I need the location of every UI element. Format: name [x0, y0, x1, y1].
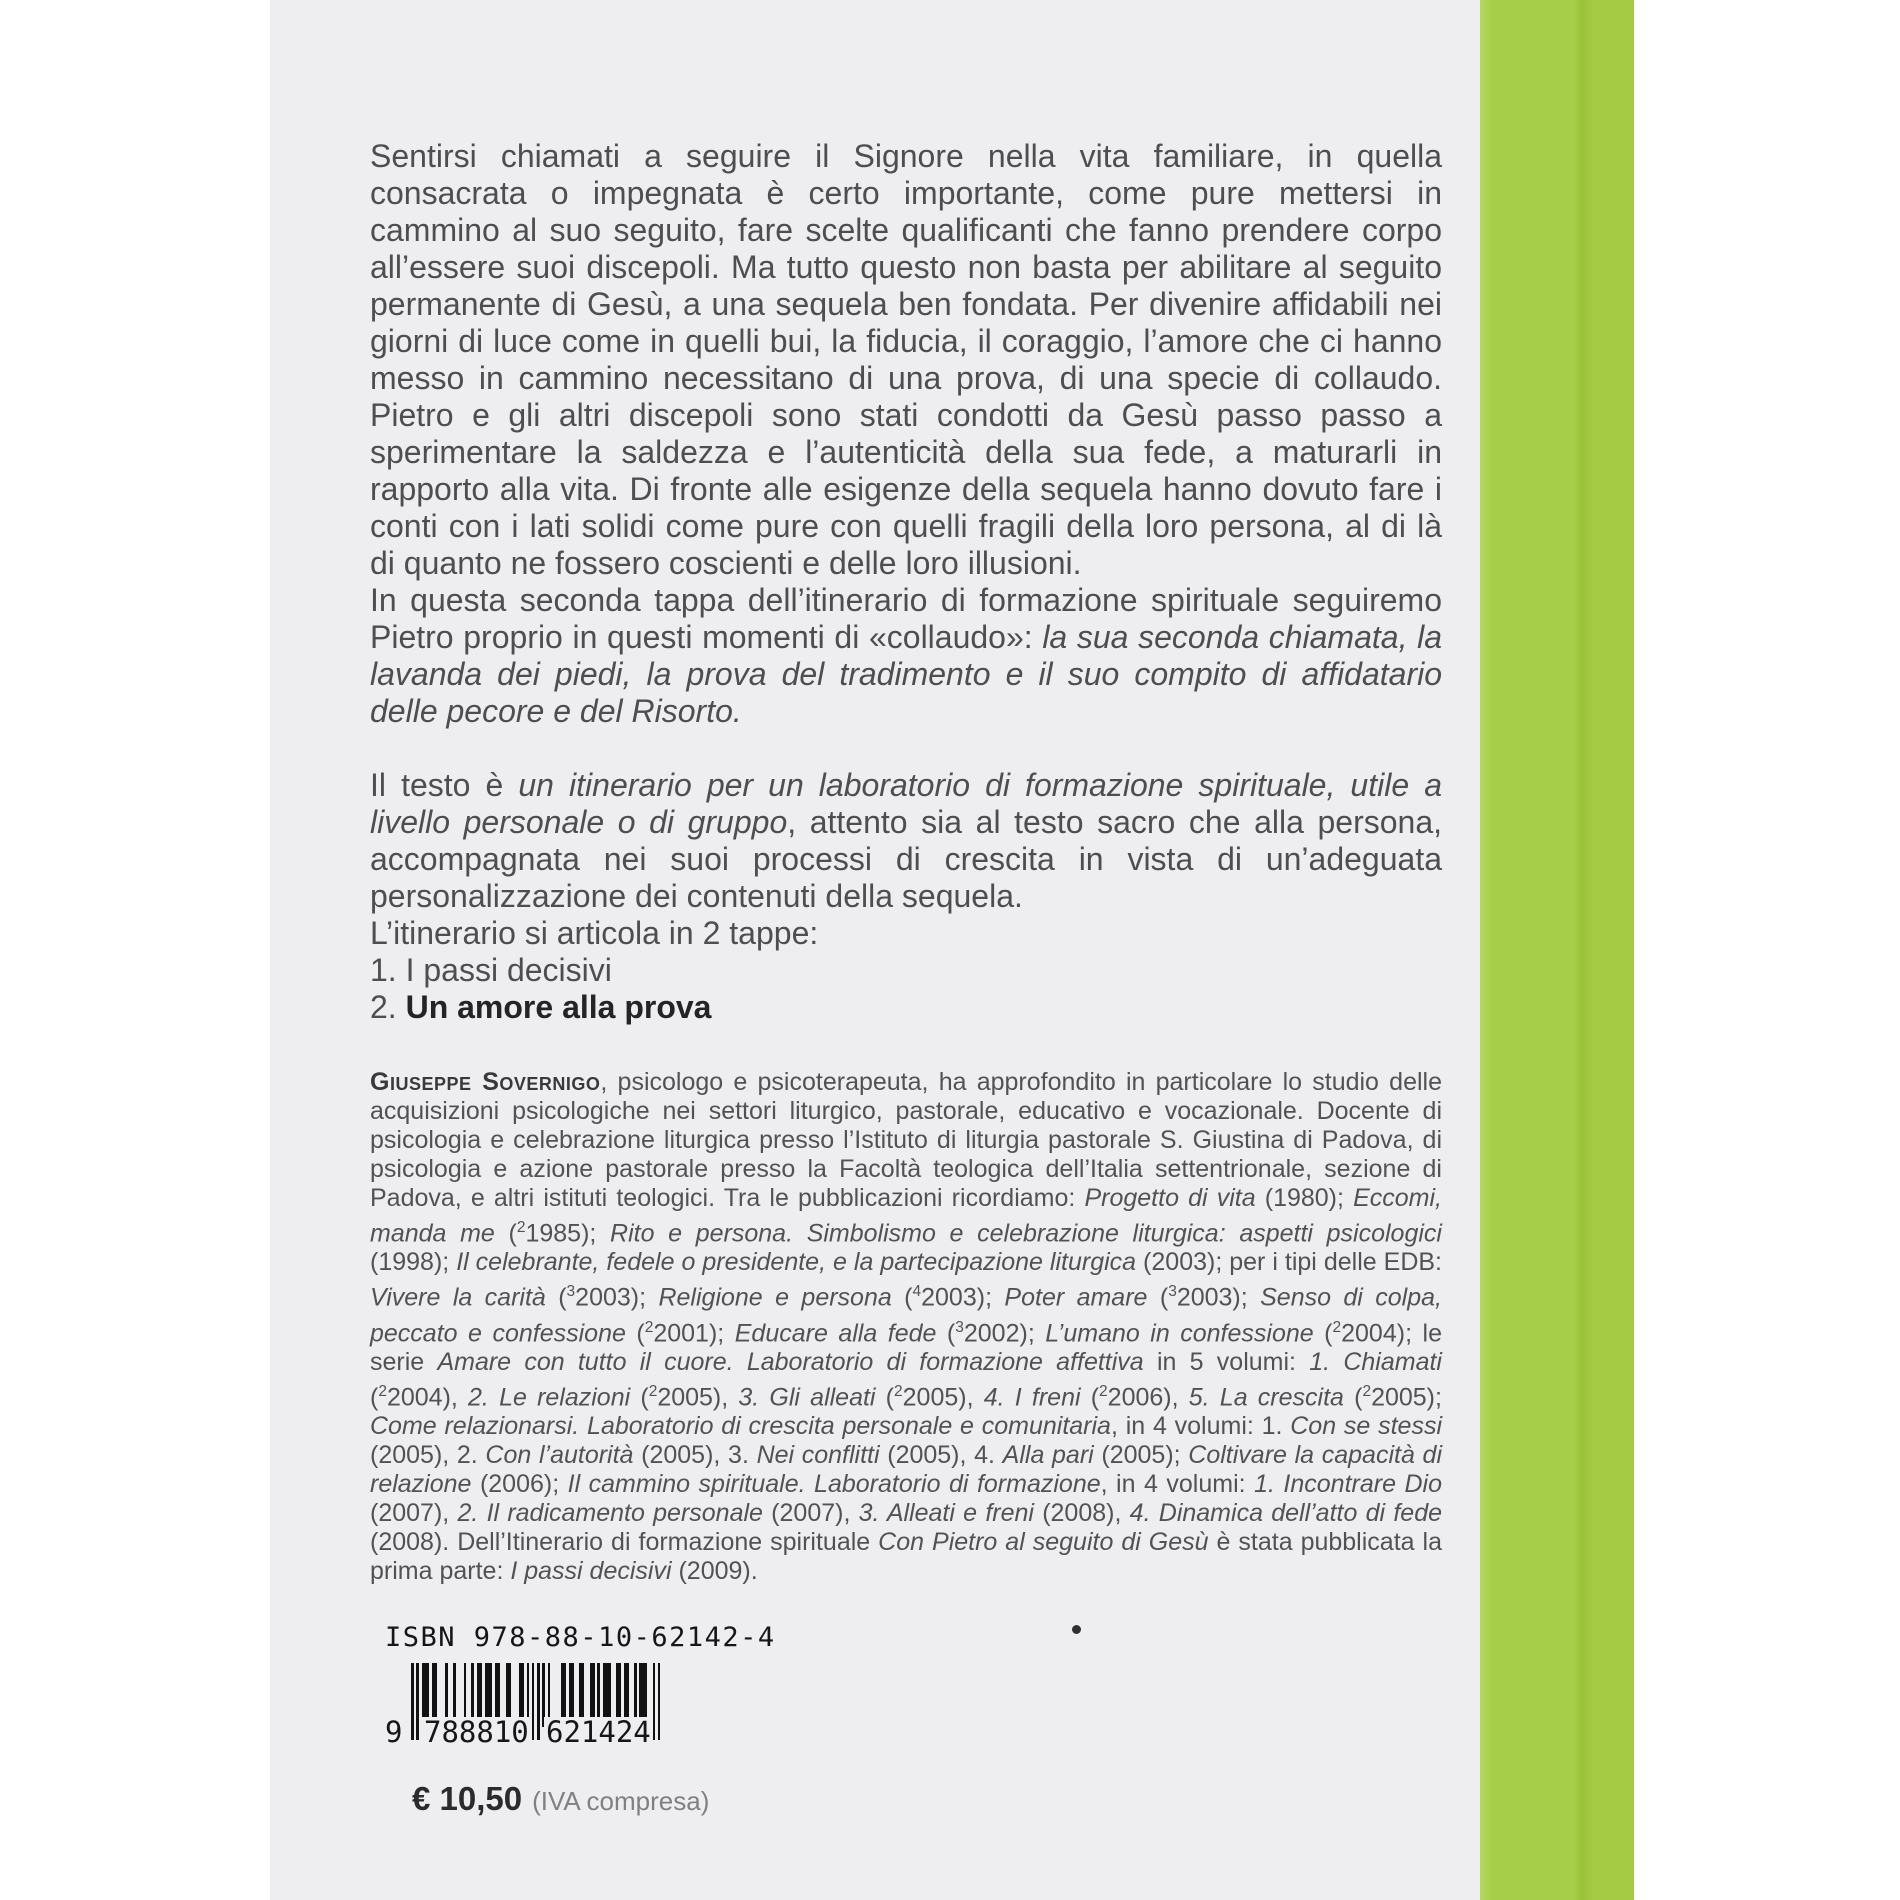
text-run: , attento sia al testo sacro che alla persona, accompagnata nei suoi processi di crescita in vista di un’adeguata personalizzazione dei contenuti della sequela. [370, 804, 1443, 914]
text-run: (2006); [471, 1470, 568, 1499]
text-run: Nei conflitti [756, 1441, 880, 1470]
text-run: 2 [894, 1382, 903, 1400]
text-run: 2003); [921, 1283, 1005, 1312]
text-run: 2 [516, 1219, 526, 1236]
itinerary-item-2-title: Un amore alla prova [405, 989, 712, 1025]
text-run: Religione e persona [658, 1283, 892, 1312]
text-run: 2005), [657, 1383, 739, 1412]
text-run: Educare alla fede [734, 1318, 937, 1347]
text-run: ( [1147, 1283, 1169, 1312]
text-run: Il testo è [370, 767, 519, 803]
text-run: un itinerario per un laboratorio di formazione spirituale, utile a livello personale o di gruppo [370, 767, 1442, 840]
price-vat-note: (IVA compresa) [532, 1786, 710, 1816]
text-run: 3 [955, 1318, 964, 1336]
text-run: ( [1343, 1383, 1363, 1412]
text-run: (1980); [1255, 1184, 1354, 1212]
itinerary-intro: L’itinerario si articola in 2 tappe: [370, 915, 819, 951]
text-run: Poter amare [1004, 1283, 1148, 1312]
text-run: ( [625, 1318, 645, 1347]
text-run: 4 [912, 1283, 922, 1301]
price-row [412, 1780, 709, 1818]
text-run: 2005), [902, 1383, 984, 1412]
ean-digit-first: 9 [385, 1715, 403, 1749]
text-run: 3. Alleati e freni [858, 1499, 1034, 1528]
text-run: (2007), [762, 1499, 859, 1528]
text-run: 3 [566, 1283, 576, 1301]
text-run: ( [630, 1383, 649, 1412]
text-run: (2003); per i tipi delle EDB: [1136, 1248, 1442, 1277]
text-run: (2007), [370, 1499, 458, 1528]
text-run: Amare con tutto il cuore. Laboratorio di formazione affettiva [437, 1347, 1144, 1376]
text-run: , in 4 volumi: [1100, 1470, 1255, 1499]
text-run: 4. I freni [983, 1383, 1081, 1412]
text-run: (2009). [671, 1557, 758, 1586]
text-run: Il celebrante, fedele o presidente, e la partecipazione liturgica [456, 1248, 1137, 1277]
text-run: 2003); [1176, 1283, 1261, 1312]
text-run: L’umano in confessione [1045, 1318, 1314, 1347]
text-run: 2005); [1371, 1383, 1442, 1412]
isbn-block [385, 1622, 776, 1759]
text-run: 5. La crescita [1188, 1383, 1344, 1412]
text-run: la sua seconda chiamata, la lavanda dei piedi, la prova del tradimento e il suo compito di affidatario delle pecore e del Risorto. [370, 619, 1443, 729]
text-run: (2005), 2. [370, 1441, 486, 1470]
text-run: Con l’autorità [485, 1441, 634, 1470]
print-dot [1072, 1625, 1081, 1634]
text-run: Coltivare la capacità di relazione [370, 1441, 1443, 1499]
text-run: Progetto di vita [1084, 1184, 1256, 1212]
text-run: Alla pari [1002, 1441, 1094, 1470]
text-run: Rito e persona. Simbolismo e celebrazione liturgica: aspetti psicologici [610, 1219, 1442, 1248]
text-run: 2 [1332, 1318, 1342, 1336]
itinerary-item-1 [370, 952, 1442, 989]
text-run: 2002); [963, 1318, 1046, 1347]
text-run: 2. Il radicamento personale [457, 1499, 763, 1528]
text-run: 2004); le serie [370, 1318, 1442, 1376]
text-run: (1998); [370, 1248, 457, 1277]
text-run: In questa seconda tappa dell’itinerario di formazione spirituale seguiremo Pietro proprio in questi momenti di «collaudo»: [370, 582, 1442, 655]
text-run: Vivere la carità [370, 1283, 546, 1312]
text-run: ( [494, 1219, 517, 1248]
ean-digits-left: 788810 [424, 1715, 529, 1749]
text-run: Come relazionarsi. Laboratorio di crescita personale e comunitaria [370, 1412, 1111, 1441]
synopsis-paragraph-1 [370, 138, 1442, 582]
back-cover-text-column [370, 138, 1442, 1586]
synopsis-paragraph-2 [370, 582, 1442, 730]
text-run: 2003); [575, 1283, 659, 1312]
text-run: , psicologo e psicoterapeuta, ha approfondito in particolare lo studio delle acquisizioni psicologiche nei settori liturgico, pastorale, educativo e vocazionale. Docente di psicologia e celebrazione liturgica presso l’Istituto di liturgia pastorale S. Giustina di Padova, di psicologia e azione pastorale presso la Facoltà teologica dell’Italia settentrionale, sezione di Padova, e altri istituti teologici. Tra le pubblicazioni ricordiamo: [370, 1068, 1442, 1212]
text-run: 2004), [386, 1383, 469, 1412]
price: € 10,50 [412, 1780, 523, 1817]
text-run: 2 [1099, 1382, 1108, 1400]
text-run: ( [936, 1318, 956, 1347]
text-run: ( [545, 1283, 567, 1312]
text-run: 4. Dinamica dell’atto di fede [1129, 1499, 1442, 1528]
text-run: Eccomi, manda me [370, 1184, 1442, 1248]
text-run: 3 [1168, 1283, 1177, 1301]
itinerary-item-1-number: 1. [370, 952, 406, 988]
text-run: Senso di colpa, peccato e confessione [370, 1283, 1442, 1347]
text-run: 2 [378, 1382, 387, 1400]
text-run: ( [1080, 1383, 1100, 1412]
itinerary-item-2-number: 2. [370, 989, 406, 1025]
back-cover [270, 0, 1480, 1900]
itinerary-item-2 [370, 989, 1442, 1026]
ean-digits-right: 621424 [546, 1715, 651, 1749]
text-run: 2 [648, 1382, 658, 1400]
text-run: Sentirsi chiamati a seguire il Signore nella vita familiare, in quella consacrata o impegnata è certo importante, come pure mettersi in cammino al suo seguito, fare scelte qualificanti che fanno prendere corpo all’essere suoi discepoli. Ma tutto questo non basta per abilitare al seguito permanente di Gesù, a una sequela ben fondata. Per divenire affidabili nei giorni di luce come in quelli bui, la fiducia, il coraggio, l’amore che ci hanno messo in cammino necessitano di una prova, di una specie di collaudo. Pietro e gli altri discepoli sono stati condotti da Gesù passo passo a sperimentare la saldezza e l’autenticità della sua fede, a maturarli in rapporto alla vita. Di fronte alle esigenze della sequela hanno dovuto fare i conti con i lati solidi come pure con quelli fragili della loro persona, al di là di quanto ne fossero coscienti e delle loro illusioni. [370, 138, 1442, 581]
text-run: (2005); [1093, 1441, 1189, 1470]
text-run: 1. Incontrare Dio [1254, 1470, 1442, 1499]
text-run: , in 4 volumi: 1. [1110, 1412, 1291, 1441]
text-run: in 5 volumi: [1143, 1347, 1310, 1376]
text-run: Con se stessi [1290, 1412, 1442, 1441]
text-run: 1985); [525, 1219, 611, 1248]
itinerary-item-1-title: I passi decisivi [405, 952, 612, 988]
text-run: Giuseppe Sovernigo [370, 1068, 601, 1096]
text-run: ( [1313, 1318, 1333, 1347]
text-run: I passi decisivi [510, 1557, 672, 1586]
text-run: 2. Le relazioni [468, 1383, 631, 1412]
text-run: (2005), 3. [633, 1441, 757, 1470]
text-run: 2 [1362, 1382, 1372, 1400]
text-run: 1. Chiamati [1309, 1347, 1442, 1376]
text-run: 2006), [1107, 1383, 1189, 1412]
text-run: Il cammino spirituale. Laboratorio di formazione [567, 1470, 1101, 1499]
barcode-module [658, 1663, 661, 1740]
text-run: (2008), [1033, 1499, 1130, 1528]
ean-barcode [385, 1663, 663, 1759]
spine-green [1480, 0, 1634, 1900]
text-run: è stata pubblicata la prima parte: [370, 1528, 1442, 1586]
text-run: Con Pietro al seguito di Gesù [878, 1528, 1209, 1557]
text-run: 2001); [653, 1318, 735, 1347]
isbn-label: ISBN 978-88-10-62142-4 [385, 1622, 776, 1653]
text-run: ( [875, 1383, 895, 1412]
text-run: 3. Gli alleati [738, 1383, 876, 1412]
text-run: (2008). Dell’Itinerario di formazione spirituale [370, 1528, 879, 1557]
text-run: 2 [644, 1318, 654, 1336]
text-run: (2005), 4. [879, 1441, 1003, 1470]
author-bio [370, 1068, 1442, 1586]
synopsis-paragraph-3 [370, 767, 1442, 915]
text-run: ( [891, 1283, 913, 1312]
text-run: ( [370, 1383, 379, 1412]
